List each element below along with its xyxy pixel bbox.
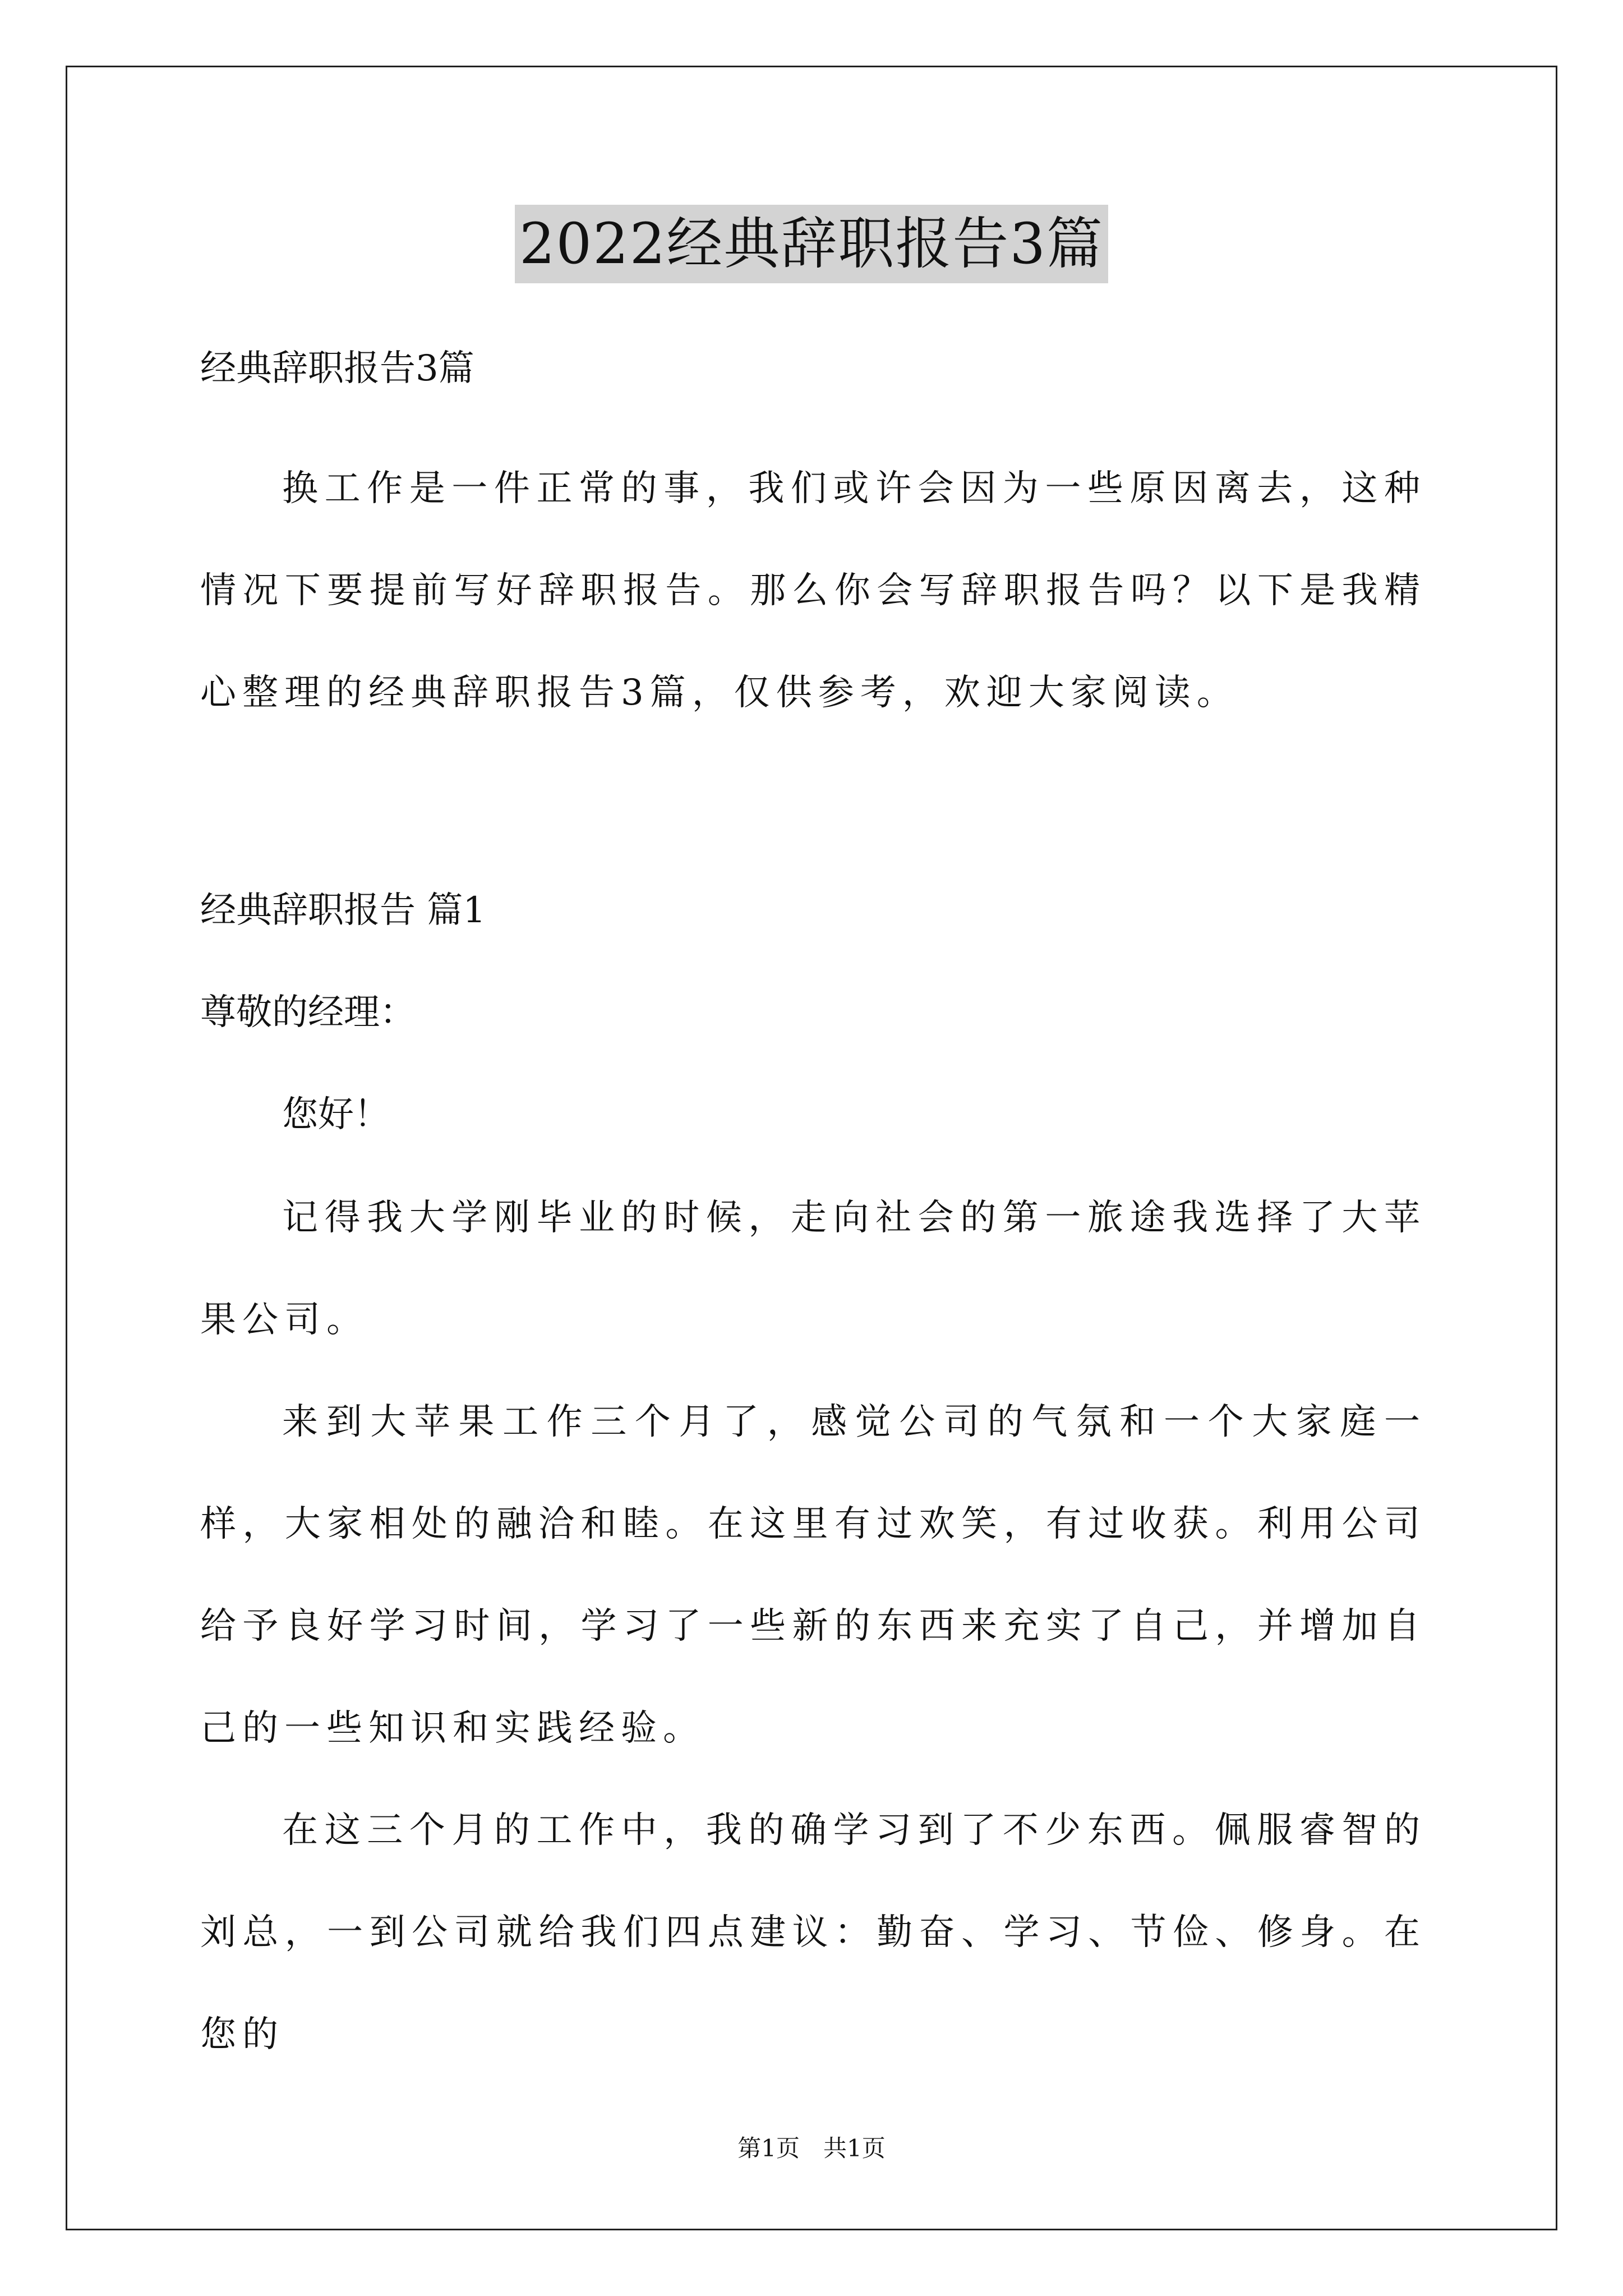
body-paragraph-2: 来到大苹果工作三个月了，感觉公司的气氛和一个大家庭一样，大家相处的融洽和睦。在这里有过欢笑，有过收获。利用公司给予良好学习时间，学习了一些新的东西来充实了自己，并增加自己的一些知识和实践经验。 (200, 1401, 1426, 1749)
salutation: 尊敬的经理： (200, 992, 416, 1033)
body-paragraph-1: 记得我大学刚毕业的时候，走向社会的第一旅途我选择了大苹果公司。 (200, 1197, 1426, 1341)
section-heading: 经典辞职报告 篇1 (200, 890, 486, 931)
title-container (0, 205, 1623, 283)
document-subtitle: 经典辞职报告3篇 (200, 348, 474, 389)
document-title: 2022经典辞职报告3篇 (515, 205, 1108, 283)
intro-paragraph: 换工作是一件正常的事，我们或许会因为一些原因离去，这种情况下要提前写好辞职报告。那么你会写辞职报告吗？以下是我精心整理的经典辞职报告3篇，仅供参考，欢迎大家阅读。 (200, 468, 1426, 714)
greeting: 您好！ (282, 1094, 390, 1135)
page-footer: 第1页 共1页 (737, 2134, 886, 2162)
body-paragraph-3: 在这三个月的工作中，我的确学习到了不少东西。佩服睿智的刘总，一到公司就给我们四点建议：勤奋、学习、节俭、修身。在您的 (200, 1810, 1426, 2055)
